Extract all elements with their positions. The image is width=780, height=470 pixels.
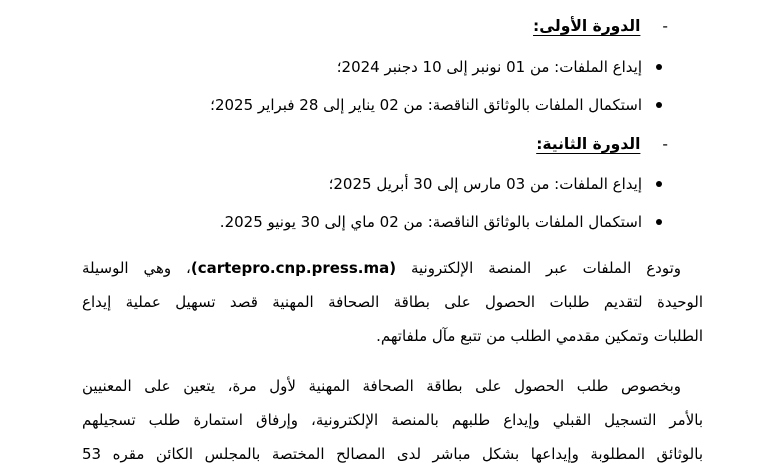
list-item: [220, 209, 662, 235]
dash-marker: -: [662, 17, 668, 35]
paragraph2-line1: وبخصوص طلب الحصول على بطاقة الصحافة المهنية لأول مرة، يتعين على المعنيين: [82, 377, 681, 395]
paragraph1-line2: الوحيدة لتقديم طلبات الحصول على بطاقة الصحافة المهنية قصد تسهيل عملية إيداع: [82, 293, 703, 311]
bullet-icon: [656, 102, 662, 108]
dash-marker: -: [662, 135, 668, 153]
list-item-text: إيداع الملفات: من 03 مارس إلى 30 أبريل 2025؛: [328, 175, 642, 193]
list-item: [329, 171, 662, 197]
bullet-icon: [656, 181, 662, 187]
list-item: [337, 54, 662, 80]
list-item-text: إيداع الملفات: من 01 نونبر إلى 10 دجنبر 2024؛: [336, 58, 642, 76]
paragraph1-text: وتودع الملفات عبر المنصة الإلكترونية: [410, 259, 681, 277]
session2-heading-text: الدورة الثانية:: [536, 135, 641, 153]
bullet-icon: [656, 64, 662, 70]
paragraph2-line3: بالوثائق المطلوبة وإيداعها بشكل مباشر لدى المصالح المختصة بالمجلس الكائن مقره 53: [82, 445, 703, 463]
session1-heading-text: الدورة الأولى:: [533, 17, 641, 35]
paragraph1-line3: الطلبات وتمكين مقدمي الطلب من تتبع مآل ملفاتهم.: [376, 327, 703, 345]
bullet-icon: [656, 219, 662, 225]
session1-heading: [533, 13, 668, 39]
paragraph1-line1: [82, 254, 703, 282]
paragraph1-text: ، وهي الوسيلة: [82, 259, 191, 277]
list-item: [210, 92, 662, 118]
paragraph2-line2: بالأمر التسجيل القبلي وإيداع طلبهم بالمنصة الإلكترونية، وإرفاق استمارة طلب تسجيلهم: [82, 411, 703, 429]
list-item-text: استكمال الملفات بالوثائق الناقصة: من 02 ماي إلى 30 يونيو 2025.: [219, 213, 642, 231]
website-url: (cartepro.cnp.press.ma): [190, 259, 397, 277]
session2-heading: [536, 131, 668, 157]
list-item-text: استكمال الملفات بالوثائق الناقصة: من 02 يناير إلى 28 فبراير 2025؛: [210, 96, 642, 114]
